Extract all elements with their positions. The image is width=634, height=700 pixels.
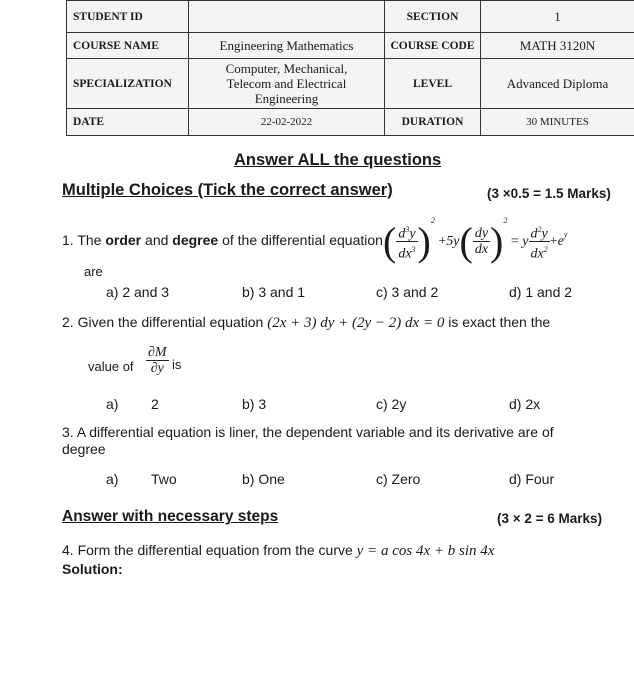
specialization-line: Telecom and Electrical [226, 76, 347, 91]
question-1-option-a[interactable]: a) 2 and 3 [106, 284, 170, 300]
course-code-label: COURSE CODE [385, 33, 481, 59]
question-3-option-d[interactable]: d) Four [509, 471, 555, 487]
question-3-option-a-label[interactable]: a) [106, 471, 119, 487]
section-marks-answer-steps: (3 × 2 = 6 Marks) [497, 511, 603, 526]
section-heading-multiple-choice: Multiple Choices (Tick the correct answer) [62, 181, 393, 199]
question-3-option-b[interactable]: b) One [242, 471, 285, 487]
question-2-equation: (2x + 3) dy + (2y − 2) dx = 0 [267, 315, 445, 331]
question-2-option-a-value[interactable]: 2 [151, 396, 159, 412]
question-number: 2. [62, 314, 74, 330]
specialization-value [189, 59, 385, 109]
question-2-text [62, 314, 550, 332]
date-label: DATE [67, 109, 189, 136]
page-title: Answer ALL the questions [234, 151, 442, 169]
question-3-line-1: 3. A differential equation is liner, the dependent variable and its derivative are of [62, 424, 554, 440]
duration-label: DURATION [385, 109, 481, 136]
question-2-value-of: value of [88, 359, 134, 374]
question-text: 4. Form the differential equation from the curve [62, 542, 357, 558]
question-keyword: order [105, 232, 142, 248]
exam-header-table [66, 0, 634, 136]
question-3-line-2: degree [62, 441, 106, 457]
question-text: of the differential equation [218, 232, 383, 248]
course-code-value: MATH 3120N [481, 33, 634, 59]
question-1-option-d[interactable]: d) 1 and 2 [509, 284, 573, 300]
duration-value: 30 MINUTES [481, 109, 634, 136]
question-3-option-a-value[interactable]: Two [151, 471, 177, 487]
level-label: LEVEL [385, 59, 481, 109]
question-text: Given the differential equation [77, 314, 268, 330]
question-number: 1. [62, 232, 74, 248]
course-name-label: COURSE NAME [67, 33, 189, 59]
solution-label: Solution: [62, 561, 123, 577]
specialization-line: Engineering [254, 91, 319, 106]
section-heading-answer-steps: Answer with necessary steps [62, 508, 279, 525]
question-1-option-b[interactable]: b) 3 and 1 [242, 284, 306, 300]
question-2-option-c[interactable]: c) 2y [376, 396, 407, 412]
specialization-line: Computer, Mechanical, [225, 61, 348, 76]
solution-area[interactable] [62, 585, 622, 685]
question-4-equation: y = a cos 4x + b sin 4x [356, 543, 495, 559]
section-label: SECTION [385, 1, 481, 33]
student-id-value [189, 1, 385, 33]
question-1-tail: are [84, 264, 103, 279]
question-3-option-c[interactable]: c) Zero [376, 471, 421, 487]
question-2-option-a-label[interactable]: a) [106, 396, 119, 412]
question-text: is exact then the [444, 314, 551, 330]
section-value: 1 [481, 1, 634, 33]
question-text: The [77, 232, 106, 248]
level-value: Advanced Diploma [481, 59, 634, 109]
specialization-label: SPECIALIZATION [67, 59, 189, 109]
course-name-value: Engineering Mathematics [189, 33, 385, 59]
question-keyword: degree [172, 232, 219, 248]
question-text: and [141, 232, 173, 248]
partial-m-partial-y-fraction: $\frac{\partial M}{\partial y}$ [148, 345, 167, 376]
question-1-text [62, 232, 383, 248]
student-id-label: STUDENT ID [67, 1, 189, 33]
question-2-option-b[interactable]: b) 3 [242, 396, 267, 412]
question-1-option-c[interactable]: c) 3 and 2 [376, 284, 439, 300]
question-1-equation: ( $\frac{d^3y}{dx^3}$ )$^2$ +5y( $\frac{dy}{dx}$ )$^2$ = y $\frac{d^2y}{dx^2}$ $+e^y$ [383, 216, 568, 264]
date-value: 22-02-2022 [189, 109, 385, 136]
question-4-text [62, 542, 494, 560]
question-2-is: is [172, 357, 182, 372]
section-marks-multiple-choice: (3 ×0.5 = 1.5 Marks) [487, 186, 611, 201]
question-2-option-d[interactable]: d) 2x [509, 396, 541, 412]
